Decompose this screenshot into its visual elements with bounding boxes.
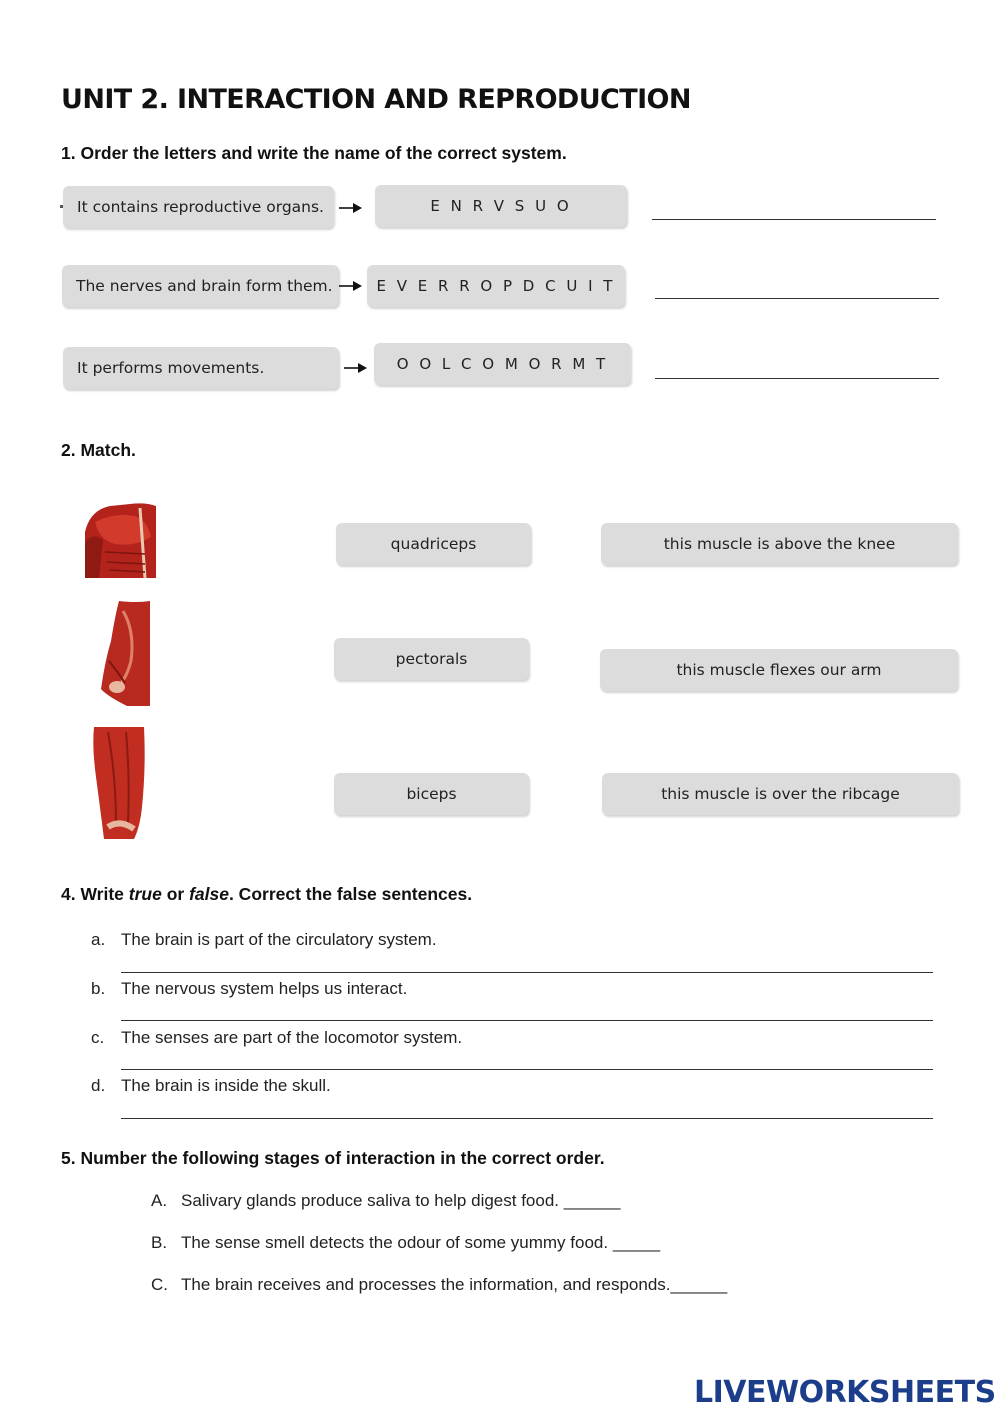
section4-heading: 4. Write true or false. Correct the false sentences. xyxy=(61,884,473,904)
correction-line-d[interactable] xyxy=(121,1118,933,1119)
muscle-option-biceps[interactable]: biceps xyxy=(334,773,529,815)
clue-box-2: The nerves and brain form them. xyxy=(62,265,339,307)
section5-heading: 5. Number the following stages of interaction in the correct order. xyxy=(61,1148,605,1168)
thigh-quadriceps-image xyxy=(90,727,146,839)
section1-heading: 1. Order the letters and write the name of the correct system. xyxy=(61,143,567,163)
muscle-option-quadriceps[interactable]: quadriceps xyxy=(336,523,531,565)
description-option-1[interactable]: this muscle is above the knee xyxy=(601,523,958,565)
arrow-right-icon xyxy=(339,202,363,214)
scrambled-letters-3: O O L C O M O R M T xyxy=(374,343,631,385)
answer-line-2[interactable] xyxy=(655,298,939,299)
clue-box-1: It contains reproductive organs. xyxy=(63,186,334,228)
arm-biceps-image xyxy=(97,601,150,706)
muscle-option-pectorals[interactable]: pectorals xyxy=(334,638,529,680)
arrow-right-icon xyxy=(339,280,363,292)
description-option-3[interactable]: this muscle is over the ribcage xyxy=(602,773,959,815)
answer-line-1[interactable] xyxy=(652,219,936,220)
liveworksheets-logo xyxy=(692,1374,996,1410)
section2-heading: 2. Match. xyxy=(61,440,136,460)
logo-text: LIVEWORKSHEETS xyxy=(694,1374,996,1410)
scrambled-letters-2: E V E R R O P D C U I T xyxy=(367,265,625,307)
arrow-right-icon xyxy=(344,362,368,374)
description-option-2[interactable]: this muscle flexes our arm xyxy=(600,649,958,691)
clue-box-3: It performs movements. xyxy=(63,347,339,389)
answer-line-3[interactable] xyxy=(655,378,939,379)
chest-pectorals-image xyxy=(85,502,156,578)
scrambled-letters-1: E N R V S U O xyxy=(375,185,627,227)
correction-line-c[interactable] xyxy=(121,1069,933,1070)
correction-line-b[interactable] xyxy=(121,1020,933,1021)
page-title: UNIT 2. INTERACTION AND REPRODUCTION xyxy=(61,84,691,115)
correction-line-a[interactable] xyxy=(121,972,933,973)
